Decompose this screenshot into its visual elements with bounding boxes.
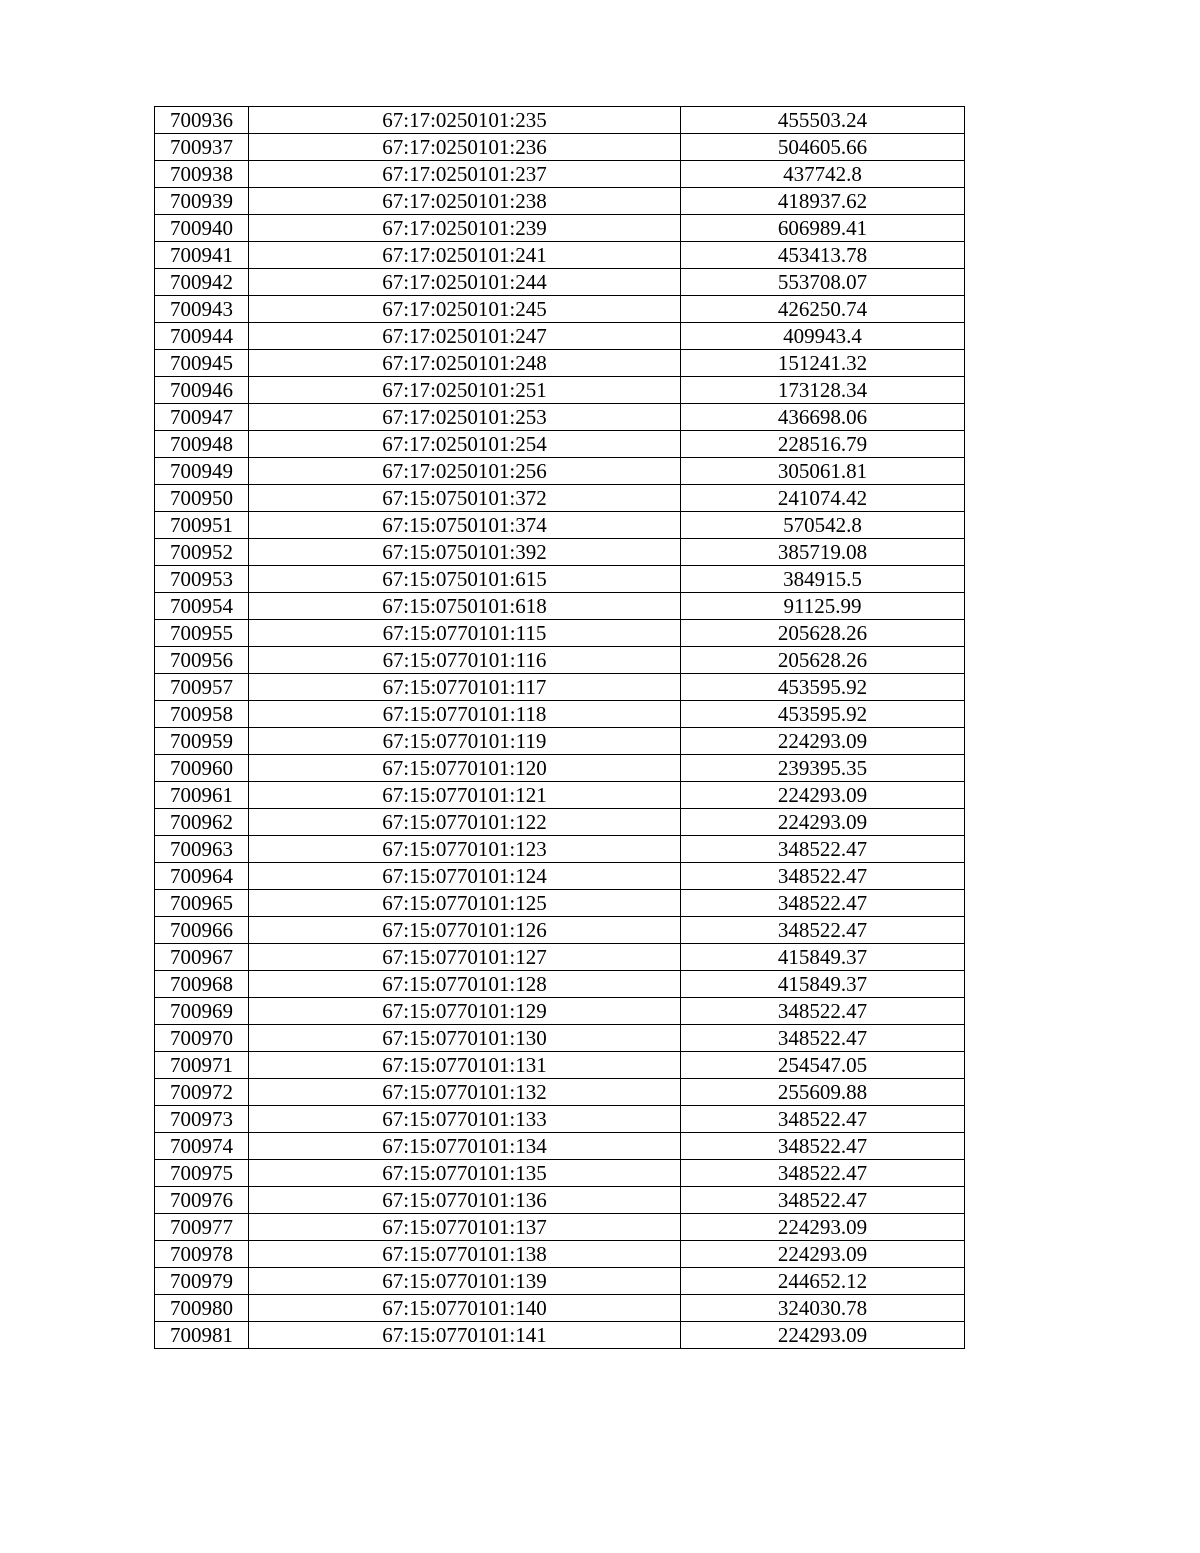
cadastral-value-cell: 455503.24 bbox=[681, 107, 965, 134]
row-number-cell: 700964 bbox=[155, 863, 249, 890]
table-row bbox=[155, 1106, 965, 1133]
cadastral-value-cell: 426250.74 bbox=[681, 296, 965, 323]
table-row bbox=[155, 107, 965, 134]
table-row bbox=[155, 431, 965, 458]
table-row bbox=[155, 1160, 965, 1187]
table-row bbox=[155, 485, 965, 512]
cadastral-value-cell: 348522.47 bbox=[681, 1187, 965, 1214]
table-row bbox=[155, 1025, 965, 1052]
cadastral-value-cell: 324030.78 bbox=[681, 1295, 965, 1322]
row-number-cell: 700966 bbox=[155, 917, 249, 944]
cadastral-number-cell: 67:15:0770101:134 bbox=[249, 1133, 681, 1160]
table-row bbox=[155, 1133, 965, 1160]
cadastral-value-cell: 409943.4 bbox=[681, 323, 965, 350]
cadastral-number-cell: 67:17:0250101:247 bbox=[249, 323, 681, 350]
cadastral-value-cell: 228516.79 bbox=[681, 431, 965, 458]
row-number-cell: 700971 bbox=[155, 1052, 249, 1079]
cadastral-number-cell: 67:15:0770101:115 bbox=[249, 620, 681, 647]
table-row bbox=[155, 377, 965, 404]
table-row bbox=[155, 512, 965, 539]
row-number-cell: 700956 bbox=[155, 647, 249, 674]
cadastral-number-cell: 67:17:0250101:251 bbox=[249, 377, 681, 404]
cadastral-value-cell: 224293.09 bbox=[681, 1214, 965, 1241]
cadastral-number-cell: 67:17:0250101:235 bbox=[249, 107, 681, 134]
cadastral-number-cell: 67:17:0250101:241 bbox=[249, 242, 681, 269]
row-number-cell: 700977 bbox=[155, 1214, 249, 1241]
cadastral-value-cell: 348522.47 bbox=[681, 836, 965, 863]
cadastral-value-cell: 205628.26 bbox=[681, 647, 965, 674]
cadastral-value-cell: 173128.34 bbox=[681, 377, 965, 404]
cadastral-value-cell: 241074.42 bbox=[681, 485, 965, 512]
row-number-cell: 700969 bbox=[155, 998, 249, 1025]
cadastral-value-cell: 348522.47 bbox=[681, 863, 965, 890]
cadastral-number-cell: 67:15:0770101:118 bbox=[249, 701, 681, 728]
cadastral-value-cell: 348522.47 bbox=[681, 890, 965, 917]
cadastral-value-cell: 436698.06 bbox=[681, 404, 965, 431]
table-row bbox=[155, 1322, 965, 1349]
cadastral-value-cell: 305061.81 bbox=[681, 458, 965, 485]
cadastral-number-cell: 67:15:0770101:123 bbox=[249, 836, 681, 863]
row-number-cell: 700936 bbox=[155, 107, 249, 134]
cadastral-value-cell: 453595.92 bbox=[681, 674, 965, 701]
cadastral-value-cell: 385719.08 bbox=[681, 539, 965, 566]
row-number-cell: 700953 bbox=[155, 566, 249, 593]
table-body bbox=[155, 107, 965, 1349]
row-number-cell: 700943 bbox=[155, 296, 249, 323]
table-row bbox=[155, 188, 965, 215]
row-number-cell: 700959 bbox=[155, 728, 249, 755]
cadastral-number-cell: 67:15:0770101:128 bbox=[249, 971, 681, 998]
table-row bbox=[155, 782, 965, 809]
table-row bbox=[155, 701, 965, 728]
table-row bbox=[155, 593, 965, 620]
cadastral-value-cell: 224293.09 bbox=[681, 782, 965, 809]
cadastral-number-cell: 67:15:0770101:141 bbox=[249, 1322, 681, 1349]
table-row bbox=[155, 1268, 965, 1295]
cadastral-value-cell: 224293.09 bbox=[681, 1322, 965, 1349]
cadastral-value-cell: 348522.47 bbox=[681, 998, 965, 1025]
row-number-cell: 700955 bbox=[155, 620, 249, 647]
row-number-cell: 700972 bbox=[155, 1079, 249, 1106]
row-number-cell: 700954 bbox=[155, 593, 249, 620]
row-number-cell: 700965 bbox=[155, 890, 249, 917]
row-number-cell: 700939 bbox=[155, 188, 249, 215]
cadastral-value-cell: 415849.37 bbox=[681, 944, 965, 971]
table-row bbox=[155, 863, 965, 890]
cadastral-number-cell: 67:17:0250101:248 bbox=[249, 350, 681, 377]
row-number-cell: 700960 bbox=[155, 755, 249, 782]
table-row bbox=[155, 296, 965, 323]
table-row bbox=[155, 971, 965, 998]
table-row bbox=[155, 836, 965, 863]
cadastral-value-cell: 415849.37 bbox=[681, 971, 965, 998]
cadastral-value-cell: 437742.8 bbox=[681, 161, 965, 188]
table-row bbox=[155, 890, 965, 917]
table-row bbox=[155, 215, 965, 242]
cadastral-number-cell: 67:17:0250101:236 bbox=[249, 134, 681, 161]
cadastral-number-cell: 67:15:0770101:131 bbox=[249, 1052, 681, 1079]
row-number-cell: 700951 bbox=[155, 512, 249, 539]
table-row bbox=[155, 458, 965, 485]
table-row bbox=[155, 1079, 965, 1106]
row-number-cell: 700980 bbox=[155, 1295, 249, 1322]
cadastral-value-cell: 348522.47 bbox=[681, 917, 965, 944]
table-row bbox=[155, 161, 965, 188]
table-row bbox=[155, 1187, 965, 1214]
row-number-cell: 700968 bbox=[155, 971, 249, 998]
row-number-cell: 700948 bbox=[155, 431, 249, 458]
cadastral-number-cell: 67:17:0250101:254 bbox=[249, 431, 681, 458]
cadastral-number-cell: 67:15:0770101:136 bbox=[249, 1187, 681, 1214]
cadastral-value-cell: 453413.78 bbox=[681, 242, 965, 269]
cadastral-value-table bbox=[154, 106, 965, 1349]
row-number-cell: 700957 bbox=[155, 674, 249, 701]
row-number-cell: 700950 bbox=[155, 485, 249, 512]
row-number-cell: 700970 bbox=[155, 1025, 249, 1052]
row-number-cell: 700945 bbox=[155, 350, 249, 377]
cadastral-number-cell: 67:15:0770101:117 bbox=[249, 674, 681, 701]
cadastral-value-cell: 239395.35 bbox=[681, 755, 965, 782]
cadastral-number-cell: 67:15:0770101:138 bbox=[249, 1241, 681, 1268]
row-number-cell: 700975 bbox=[155, 1160, 249, 1187]
row-number-cell: 700958 bbox=[155, 701, 249, 728]
cadastral-value-cell: 255609.88 bbox=[681, 1079, 965, 1106]
cadastral-number-cell: 67:15:0770101:126 bbox=[249, 917, 681, 944]
table-row bbox=[155, 1214, 965, 1241]
cadastral-number-cell: 67:17:0250101:256 bbox=[249, 458, 681, 485]
cadastral-number-cell: 67:15:0770101:119 bbox=[249, 728, 681, 755]
cadastral-value-cell: 606989.41 bbox=[681, 215, 965, 242]
row-number-cell: 700981 bbox=[155, 1322, 249, 1349]
table-row bbox=[155, 1295, 965, 1322]
table-row bbox=[155, 539, 965, 566]
cadastral-number-cell: 67:15:0750101:374 bbox=[249, 512, 681, 539]
table-row bbox=[155, 323, 965, 350]
row-number-cell: 700973 bbox=[155, 1106, 249, 1133]
table-row bbox=[155, 728, 965, 755]
row-number-cell: 700937 bbox=[155, 134, 249, 161]
cadastral-number-cell: 67:15:0770101:116 bbox=[249, 647, 681, 674]
cadastral-value-cell: 384915.5 bbox=[681, 566, 965, 593]
table-row bbox=[155, 1052, 965, 1079]
row-number-cell: 700976 bbox=[155, 1187, 249, 1214]
row-number-cell: 700952 bbox=[155, 539, 249, 566]
cadastral-number-cell: 67:15:0770101:139 bbox=[249, 1268, 681, 1295]
cadastral-value-cell: 348522.47 bbox=[681, 1133, 965, 1160]
cadastral-number-cell: 67:15:0770101:133 bbox=[249, 1106, 681, 1133]
row-number-cell: 700979 bbox=[155, 1268, 249, 1295]
cadastral-value-cell: 348522.47 bbox=[681, 1160, 965, 1187]
row-number-cell: 700942 bbox=[155, 269, 249, 296]
cadastral-number-cell: 67:15:0770101:130 bbox=[249, 1025, 681, 1052]
table-row bbox=[155, 404, 965, 431]
table-row bbox=[155, 1241, 965, 1268]
row-number-cell: 700940 bbox=[155, 215, 249, 242]
table-row bbox=[155, 620, 965, 647]
cadastral-number-cell: 67:15:0770101:124 bbox=[249, 863, 681, 890]
table-row bbox=[155, 350, 965, 377]
cadastral-value-cell: 553708.07 bbox=[681, 269, 965, 296]
cadastral-value-cell: 504605.66 bbox=[681, 134, 965, 161]
cadastral-value-cell: 418937.62 bbox=[681, 188, 965, 215]
cadastral-number-cell: 67:17:0250101:238 bbox=[249, 188, 681, 215]
table-row bbox=[155, 674, 965, 701]
cadastral-number-cell: 67:15:0770101:127 bbox=[249, 944, 681, 971]
table-row bbox=[155, 242, 965, 269]
cadastral-number-cell: 67:15:0770101:135 bbox=[249, 1160, 681, 1187]
row-number-cell: 700962 bbox=[155, 809, 249, 836]
row-number-cell: 700967 bbox=[155, 944, 249, 971]
cadastral-number-cell: 67:17:0250101:245 bbox=[249, 296, 681, 323]
row-number-cell: 700947 bbox=[155, 404, 249, 431]
cadastral-value-cell: 348522.47 bbox=[681, 1025, 965, 1052]
row-number-cell: 700961 bbox=[155, 782, 249, 809]
cadastral-value-cell: 224293.09 bbox=[681, 728, 965, 755]
row-number-cell: 700963 bbox=[155, 836, 249, 863]
cadastral-value-cell: 205628.26 bbox=[681, 620, 965, 647]
cadastral-number-cell: 67:15:0770101:125 bbox=[249, 890, 681, 917]
table-row bbox=[155, 566, 965, 593]
cadastral-number-cell: 67:15:0750101:392 bbox=[249, 539, 681, 566]
cadastral-number-cell: 67:15:0750101:618 bbox=[249, 593, 681, 620]
table-row bbox=[155, 998, 965, 1025]
row-number-cell: 700974 bbox=[155, 1133, 249, 1160]
cadastral-value-cell: 91125.99 bbox=[681, 593, 965, 620]
row-number-cell: 700941 bbox=[155, 242, 249, 269]
table-row bbox=[155, 647, 965, 674]
cadastral-value-cell: 570542.8 bbox=[681, 512, 965, 539]
table-row bbox=[155, 134, 965, 161]
cadastral-number-cell: 67:15:0770101:132 bbox=[249, 1079, 681, 1106]
row-number-cell: 700946 bbox=[155, 377, 249, 404]
cadastral-number-cell: 67:15:0750101:372 bbox=[249, 485, 681, 512]
cadastral-number-cell: 67:15:0770101:137 bbox=[249, 1214, 681, 1241]
cadastral-number-cell: 67:15:0770101:129 bbox=[249, 998, 681, 1025]
cadastral-number-cell: 67:15:0770101:122 bbox=[249, 809, 681, 836]
cadastral-value-cell: 244652.12 bbox=[681, 1268, 965, 1295]
cadastral-number-cell: 67:17:0250101:237 bbox=[249, 161, 681, 188]
cadastral-number-cell: 67:17:0250101:253 bbox=[249, 404, 681, 431]
cadastral-value-cell: 254547.05 bbox=[681, 1052, 965, 1079]
cadastral-number-cell: 67:17:0250101:239 bbox=[249, 215, 681, 242]
cadastral-value-cell: 224293.09 bbox=[681, 809, 965, 836]
table-row bbox=[155, 944, 965, 971]
table-row bbox=[155, 917, 965, 944]
cadastral-number-cell: 67:15:0770101:121 bbox=[249, 782, 681, 809]
cadastral-number-cell: 67:15:0770101:140 bbox=[249, 1295, 681, 1322]
table-row bbox=[155, 269, 965, 296]
table-row bbox=[155, 755, 965, 782]
cadastral-value-cell: 151241.32 bbox=[681, 350, 965, 377]
row-number-cell: 700938 bbox=[155, 161, 249, 188]
row-number-cell: 700949 bbox=[155, 458, 249, 485]
row-number-cell: 700978 bbox=[155, 1241, 249, 1268]
cadastral-value-cell: 224293.09 bbox=[681, 1241, 965, 1268]
cadastral-number-cell: 67:15:0750101:615 bbox=[249, 566, 681, 593]
cadastral-number-cell: 67:15:0770101:120 bbox=[249, 755, 681, 782]
cadastral-number-cell: 67:17:0250101:244 bbox=[249, 269, 681, 296]
table-row bbox=[155, 809, 965, 836]
row-number-cell: 700944 bbox=[155, 323, 249, 350]
cadastral-value-cell: 348522.47 bbox=[681, 1106, 965, 1133]
cadastral-value-cell: 453595.92 bbox=[681, 701, 965, 728]
